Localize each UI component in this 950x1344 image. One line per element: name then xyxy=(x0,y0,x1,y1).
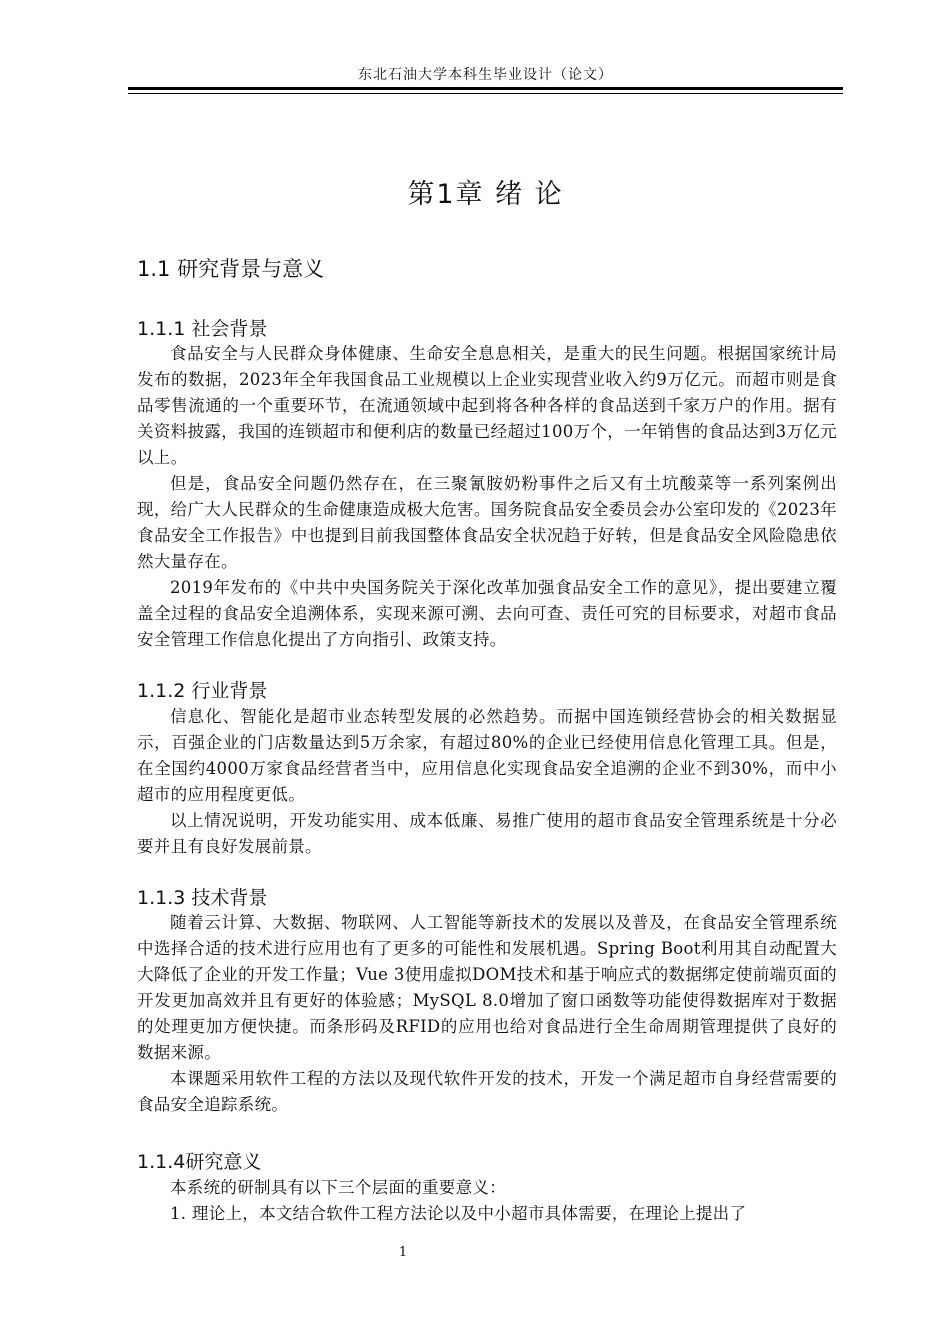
paragraph: 以上情况说明，开发功能实用、成本低廉、易推广使用的超市食品安全管理系统是十分必要并且有良好发展前景。 xyxy=(137,811,837,856)
paragraph: 本课题采用软件工程的方法以及现代软件开发的技术，开发一个满足超市自身经营需要的食品安全追踪系统。 xyxy=(137,1069,837,1114)
paragraph: 2019年发布的《中共中央国务院关于深化改革加强食品安全工作的意见》，提出要建立覆盖全过程的食品安全追溯体系，实现来源可溯、去向可查、责任可究的目标要求，对超市食品安全管理工作信息化提出了方向指引、政策支持。 xyxy=(137,578,837,649)
list-item: 1. 理论上，本文结合软件工程方法论以及中小超市具体需要，在理论上提出了 xyxy=(170,1204,747,1223)
paragraph: 但是，食品安全问题仍然存在，在三聚氰胺奶粉事件之后又有土坑酸菜等一系列案例出现，给广大人民群众的生命健康造成极大危害。国务院食品安全委员会办公室印发的《2023年食品安全工作报告》中也提到目前我国整体食品安全状况趋于好转，但是食品安全风险隐患依然大量存在。 xyxy=(137,474,837,571)
subsection-heading-technology: 1.1.3 技术背景 xyxy=(137,887,268,909)
chapter-title: 第1章 绪 论 xyxy=(407,179,564,210)
paragraph: 随着云计算、大数据、物联网、人工智能等新技术的发展以及普及，在食品安全管理系统中选择合适的技术进行应用也有了更多的可能性和发展机遇。Spring Boot利用其自动配置大大降低了企业的开发工作量；Vue 3使用虚拟DOM技术和基于响应式的数据绑定使前端页面的开发更加高效并且有更好的体验感；MySQL 8.0增加了窗口函数等功能使得数据库对于数据的处理更加方便快捷。而条形码及RFID的应用也给对食品进行全生命周期管理提供了良好的数据来源。 xyxy=(137,913,837,1062)
section-heading: 1.1 研究背景与意义 xyxy=(137,257,325,281)
running-header: 东北石油大学本科生毕业设计（论文） xyxy=(358,67,613,83)
paragraph: 本系统的研制具有以下三个层面的重要意义： xyxy=(170,1178,506,1197)
paragraph: 食品安全与人民群众身体健康、生命安全息息相关，是重大的民生问题。根据国家统计局发布的数据，2023年全年我国食品工业规模以上企业实现营业收入约9万亿元。而超市则是食品零售流通的一个重要环节，在流通领域中起到将各种各样的食品送到千家万户的作用。据有关资料披露，我国的连锁超市和便利店的数量已经超过100万个，一年销售的食品达到3万亿元以上。 xyxy=(137,344,837,467)
page-number: 1 xyxy=(398,1245,408,1260)
subsection-heading-significance: 1.1.4研究意义 xyxy=(137,1151,262,1173)
subsection-heading-industry: 1.1.2 行业背景 xyxy=(137,680,268,702)
paragraph: 信息化、智能化是超市业态转型发展的必然趋势。而据中国连锁经营协会的相关数据显示，百强企业的门店数量达到5万余家，有超过80%的企业已经使用信息化管理工具。但是，在全国约4000万家食品经营者当中，应用信息化实现食品安全追溯的企业不到30%，而中小超市的应用程度更低。 xyxy=(137,707,837,804)
subsection-heading-social: 1.1.1 社会背景 xyxy=(137,318,268,340)
header-rule-thick xyxy=(128,87,843,90)
header-rule-thin xyxy=(128,93,843,94)
